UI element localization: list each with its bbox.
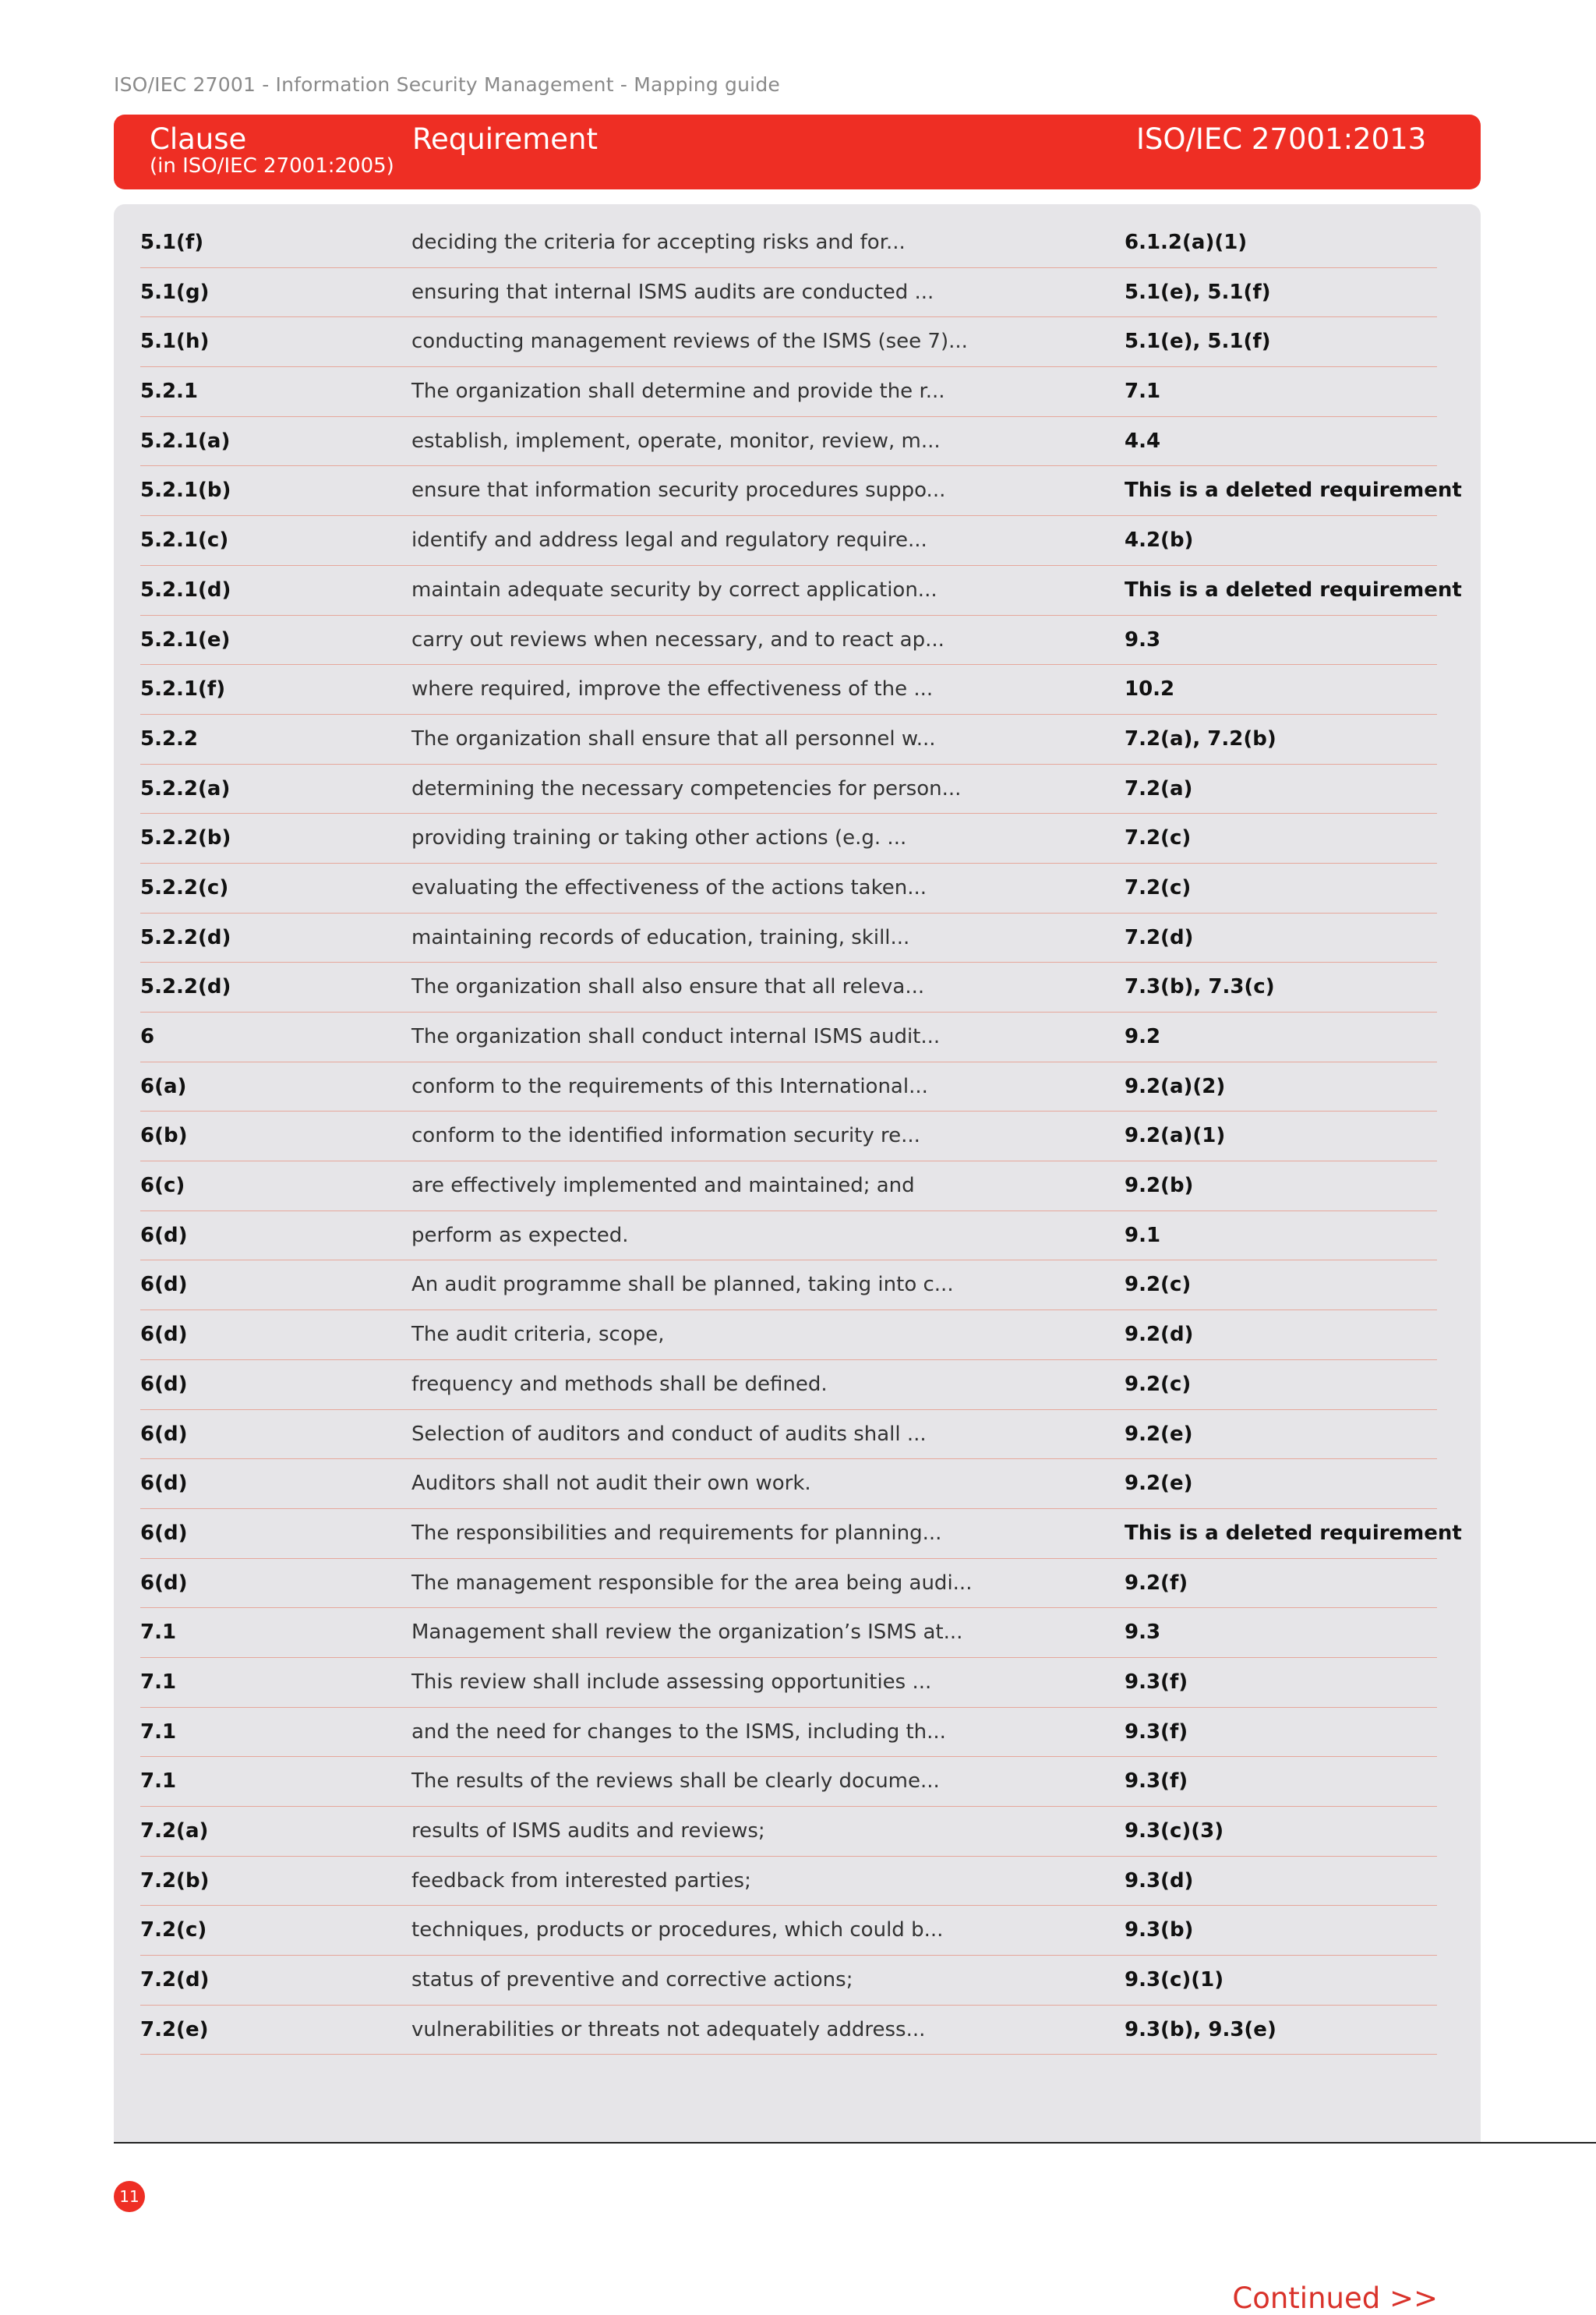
clause-cell: 5.2.2(d) [140,975,231,999]
iso-2013-cell: 9.3(d) [1125,1868,1194,1893]
clause-cell: 7.1 [140,1769,177,1794]
iso-2013-cell: 7.1 [1125,380,1161,404]
clause-cell: 7.1 [140,1620,177,1645]
iso-2013-cell: 9.3(f) [1125,1719,1188,1744]
requirement-cell: determining the necessary competencies for person... [411,776,962,801]
iso-2013-cell: 9.2(c) [1125,1273,1192,1297]
iso-2013-cell: 6.1.2(a)(1) [1125,231,1248,254]
clause-cell: 7.1 [140,1719,177,1744]
requirement-cell: maintaining records of education, training, skill... [411,925,910,949]
iso-2013-cell: This is a deleted requirement [1125,578,1462,602]
iso-2013-cell: 9.3(b), 9.3(e) [1125,2017,1276,2041]
iso-2013-cell: 9.3 [1125,627,1161,652]
table-row [140,616,1437,666]
table-row [140,516,1437,566]
clause-cell: 6(b) [140,1124,188,1148]
table-row [140,1161,1437,1211]
clause-cell: 6(a) [140,1074,187,1098]
clause-cell: 5.2.2(c) [140,875,229,899]
clause-cell: 6(d) [140,1422,188,1446]
clause-cell: 5.2.1(a) [140,429,231,453]
table-row [140,566,1462,616]
requirement-cell: vulnerabilities or threats not adequately address... [411,2017,926,2041]
page-number-badge: 11 [114,2181,145,2212]
table-row [140,1410,1437,1460]
iso-2013-cell: 7.2(d) [1125,925,1194,949]
table-row [140,417,1437,467]
clause-cell: 5.1(h) [140,330,210,354]
requirement-cell: perform as expected. [411,1223,629,1247]
requirement-cell: The responsibilities and requirements for planning... [411,1521,942,1545]
table-row [140,1062,1437,1112]
requirement-cell: are effectively implemented and maintained; and [411,1174,915,1198]
iso-2013-cell: 7.2(a) [1125,776,1193,801]
iso-2013-cell: 10.2 [1125,677,1175,702]
requirement-cell: conducting management reviews of the ISMS (see 7)... [411,330,968,354]
iso-2013-cell: 9.2(b) [1125,1174,1194,1198]
iso-2013-cell: 9.3(c)(3) [1125,1819,1224,1843]
iso-2013-cell: 5.1(e), 5.1(f) [1125,280,1271,304]
requirement-cell: The organization shall determine and provide the r... [411,380,945,404]
table-row [140,963,1437,1013]
iso-2013-cell: 7.2(c) [1125,826,1192,850]
table-row [140,1310,1437,1360]
iso-2013-cell: This is a deleted requirement [1125,479,1462,503]
table-row [140,765,1437,815]
table-row [140,1906,1437,1956]
table-row [140,1807,1437,1857]
requirement-cell: conform to the identified information security re... [411,1124,920,1148]
table-row [140,466,1462,516]
table-row [140,367,1437,417]
iso-2013-cell: This is a deleted requirement [1125,1521,1462,1545]
requirement-cell: where required, improve the effectiveness of the ... [411,677,934,702]
table-header [114,115,1481,189]
clause-cell: 5.2.1(e) [140,627,231,652]
table-row [140,1608,1437,1658]
iso-2013-cell: 4.2(b) [1125,528,1194,553]
requirement-cell: evaluating the effectiveness of the actions taken... [411,875,927,899]
table-row [140,317,1437,367]
requirement-cell: results of ISMS audits and reviews; [411,1819,765,1843]
iso-2013-cell: 7.3(b), 7.3(c) [1125,975,1275,999]
requirement-cell: The organization shall also ensure that all releva... [411,975,925,999]
iso-2013-cell: 9.2(a)(2) [1125,1074,1226,1098]
table-row [140,1559,1437,1609]
clause-cell: 6(d) [140,1521,188,1545]
clause-cell: 6(d) [140,1372,188,1396]
table-row [140,1956,1437,2006]
iso-2013-cell: 9.3(c)(1) [1125,1968,1224,1992]
clause-cell: 7.2(e) [140,2017,209,2041]
clause-cell: 5.2.1 [140,380,199,404]
clause-cell: 6(d) [140,1472,188,1496]
iso-2013-cell: 7.2(c) [1125,875,1192,899]
clause-cell: 6(d) [140,1571,188,1595]
requirement-cell: identify and address legal and regulatory require... [411,528,927,553]
header-clause: Clause [150,122,247,156]
requirement-cell: An audit programme shall be planned, taking into c... [411,1273,954,1297]
table-row [140,1013,1437,1062]
iso-2013-cell: 9.3(f) [1125,1769,1188,1794]
continued-link[interactable]: Continued >> [1232,2281,1438,2315]
requirement-cell: Auditors shall not audit their own work. [411,1472,811,1496]
table-row [140,814,1437,864]
table-row [140,2006,1437,2055]
clause-cell: 5.1(g) [140,280,210,304]
header-iso-2013: ISO/IEC 27001:2013 [1136,122,1427,156]
mapping-table [140,204,1462,2055]
table-row [140,1857,1437,1907]
document-title: ISO/IEC 27001 - Information Security Management - Mapping guide [114,73,780,96]
requirement-cell: deciding the criteria for accepting risks and for... [411,231,906,254]
clause-cell: 5.1(f) [140,231,204,254]
requirement-cell: techniques, products or procedures, which could b... [411,1918,944,1942]
requirement-cell: The organization shall ensure that all personnel w... [411,726,936,751]
iso-2013-cell: 7.2(a), 7.2(b) [1125,726,1276,751]
table-row [140,665,1437,715]
clause-cell: 6(d) [140,1323,188,1347]
clause-cell: 6(c) [140,1174,185,1198]
clause-cell: 6 [140,1025,155,1048]
requirement-cell: carry out reviews when necessary, and to react ap... [411,627,945,652]
requirement-cell: Management shall review the organization’s ISMS at... [411,1620,963,1645]
requirement-cell: and the need for changes to the ISMS, including th... [411,1719,946,1744]
clause-cell: 5.2.1(c) [140,528,229,553]
requirement-cell: Selection of auditors and conduct of audits shall ... [411,1422,927,1446]
iso-2013-cell: 9.2(d) [1125,1323,1194,1347]
requirement-cell: maintain adequate security by correct application... [411,578,937,602]
clause-cell: 7.2(a) [140,1819,209,1843]
table-row [140,914,1437,963]
table-row [140,1459,1437,1509]
clause-cell: 7.1 [140,1670,177,1694]
iso-2013-cell: 9.2(e) [1125,1472,1193,1496]
header-clause-subtitle: (in ISO/IEC 27001:2005) [150,154,394,178]
clause-cell: 5.2.1(d) [140,578,231,602]
requirement-cell: establish, implement, operate, monitor, review, m... [411,429,941,453]
requirement-cell: The results of the reviews shall be clearly docume... [411,1769,940,1794]
iso-2013-cell: 9.2(f) [1125,1571,1188,1595]
table-row [140,715,1437,765]
requirement-cell: The organization shall conduct internal ISMS audit... [411,1025,941,1048]
requirement-cell: frequency and methods shall be defined. [411,1372,828,1396]
clause-cell: 6(d) [140,1223,188,1247]
iso-2013-cell: 9.2 [1125,1025,1161,1048]
iso-2013-cell: 5.1(e), 5.1(f) [1125,330,1271,354]
iso-2013-cell: 9.3(b) [1125,1918,1194,1942]
iso-2013-cell: 9.3(f) [1125,1670,1188,1694]
clause-cell: 5.2.2 [140,726,199,751]
footer-divider [114,2142,1596,2144]
iso-2013-cell: 9.2(e) [1125,1422,1193,1446]
clause-cell: 5.2.2(d) [140,925,231,949]
table-row [140,268,1437,318]
iso-2013-cell: 9.2(c) [1125,1372,1192,1396]
iso-2013-cell: 9.3 [1125,1620,1161,1645]
clause-cell: 5.2.2(b) [140,826,231,850]
table-row [140,1360,1437,1410]
requirement-cell: providing training or taking other actions (e.g. ... [411,826,907,850]
table-row [140,1211,1437,1261]
requirement-cell: The management responsible for the area being audi... [411,1571,973,1595]
clause-cell: 5.2.1(b) [140,479,231,503]
table-row [140,1658,1437,1708]
requirement-cell: The audit criteria, scope, [411,1323,665,1347]
header-requirement: Requirement [412,122,598,156]
clause-cell: 5.2.1(f) [140,677,226,702]
requirement-cell: conform to the requirements of this International... [411,1074,928,1098]
requirement-cell: This review shall include assessing opportunities ... [411,1670,932,1694]
table-row [140,218,1437,268]
table-row [140,1757,1437,1807]
clause-cell: 7.2(c) [140,1918,207,1942]
requirement-cell: ensure that information security procedures suppo... [411,479,946,503]
requirement-cell: status of preventive and corrective actions; [411,1968,853,1992]
iso-2013-cell: 9.2(a)(1) [1125,1124,1226,1148]
clause-cell: 7.2(b) [140,1868,210,1893]
table-row [140,864,1437,914]
clause-cell: 7.2(d) [140,1968,210,1992]
clause-cell: 6(d) [140,1273,188,1297]
table-row [140,1708,1437,1758]
table-row [140,1509,1462,1559]
table-row [140,1260,1437,1310]
clause-cell: 5.2.2(a) [140,776,231,801]
iso-2013-cell: 4.4 [1125,429,1161,453]
requirement-cell: ensuring that internal ISMS audits are conducted ... [411,280,934,304]
iso-2013-cell: 9.1 [1125,1223,1161,1247]
requirement-cell: feedback from interested parties; [411,1868,751,1893]
table-row [140,1112,1437,1161]
